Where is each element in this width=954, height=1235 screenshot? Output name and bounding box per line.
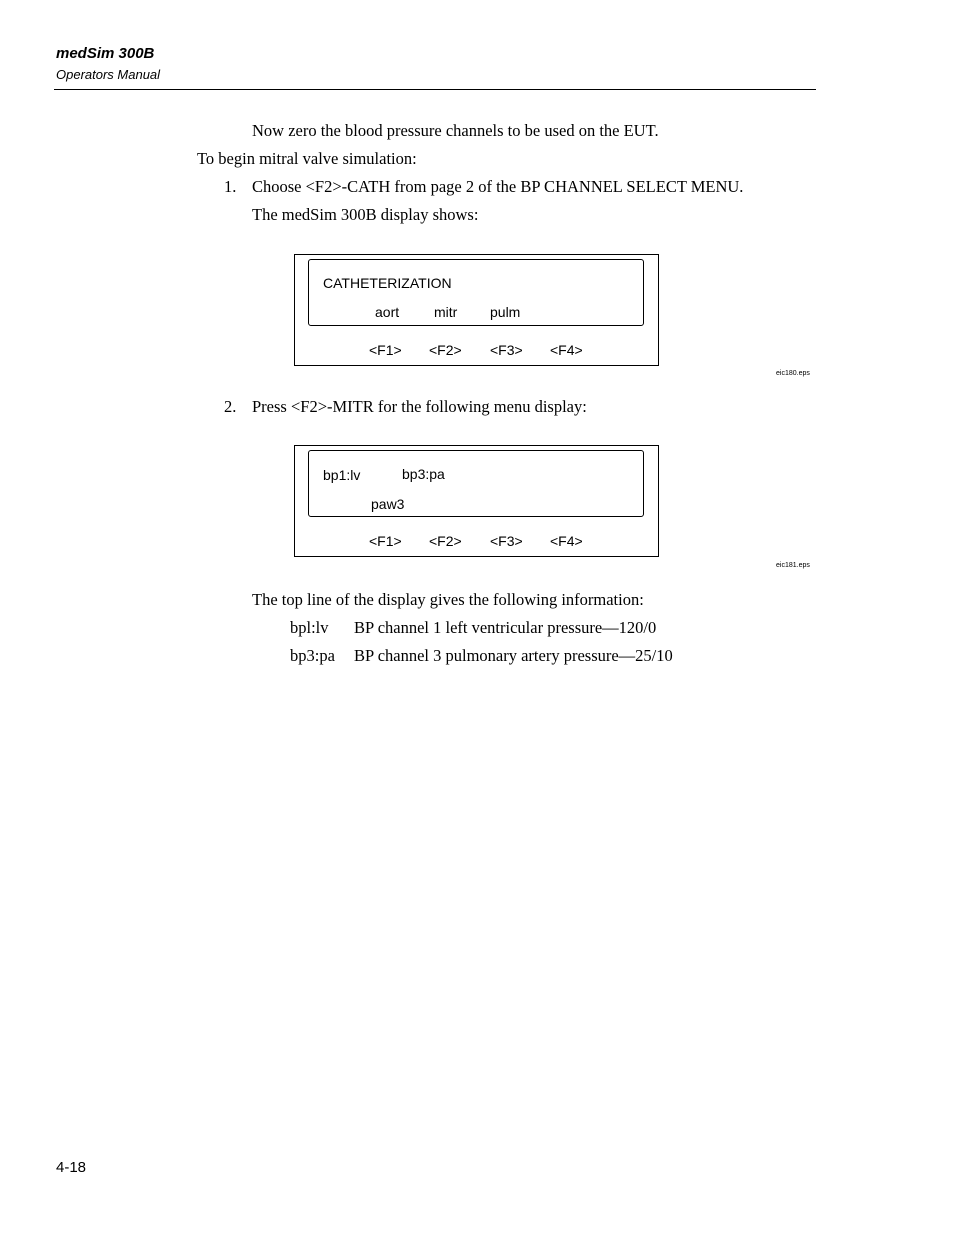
display-figure-catheterization [294,254,659,366]
manual-subtitle: Operators Manual [56,67,161,82]
paragraph-top-line-info: The top line of the display gives the following information: [252,590,644,609]
lcd-option-aort: aort [375,304,400,320]
lcd-option-pulm: pulm [490,304,521,320]
step-2-text: Press <F2>-MITR for the following menu display: [252,397,587,416]
function-key-f3: <F3> [490,342,523,358]
function-key-f1: <F1> [369,533,402,549]
lcd-screen [308,450,644,517]
definition-desc-bp3-pa: BP channel 3 pulmonary artery pressure—25/10 [354,646,673,665]
paragraph-zero-channels: Now zero the blood pressure channels to be used on the EUT. [252,121,659,140]
function-key-f2: <F2> [429,342,462,358]
function-key-f4: <F4> [550,533,583,549]
figure-2-id: eic181.eps [776,562,810,569]
function-key-f1: <F1> [369,342,402,358]
lcd-line-catheterization: CATHETERIZATION [323,275,452,291]
definition-desc-bpl-lv: BP channel 1 left ventricular pressure—120/0 [354,618,657,637]
step-1-subtext: The medSim 300B display shows: [252,205,479,224]
function-key-f3: <F3> [490,533,523,549]
function-key-f2: <F2> [429,533,462,549]
lcd-value-bp1-lv: bp1:lv [323,467,361,483]
page-number: 4-18 [56,1159,87,1176]
display-figure-mitral [294,445,659,557]
lcd-value-bp3-pa: bp3:pa [402,466,445,482]
manual-title: medSim 300B [56,45,155,62]
step-1-number: 1. [224,177,237,196]
step-1-text: Choose <F2>-CATH from page 2 of the BP CHANNEL SELECT MENU. [252,177,744,196]
header-rule [54,89,816,90]
paragraph-begin-simulation: To begin mitral valve simulation: [197,149,417,168]
lcd-value-paw3: paw3 [371,496,405,512]
definition-term-bpl-lv: bpl:lv [290,618,329,637]
lcd-screen [308,259,644,326]
function-key-f4: <F4> [550,342,583,358]
figure-1-id: eic180.eps [776,370,810,377]
definition-term-bp3-pa: bp3:pa [290,646,335,665]
step-2-number: 2. [224,397,237,416]
lcd-option-mitr: mitr [434,304,458,320]
